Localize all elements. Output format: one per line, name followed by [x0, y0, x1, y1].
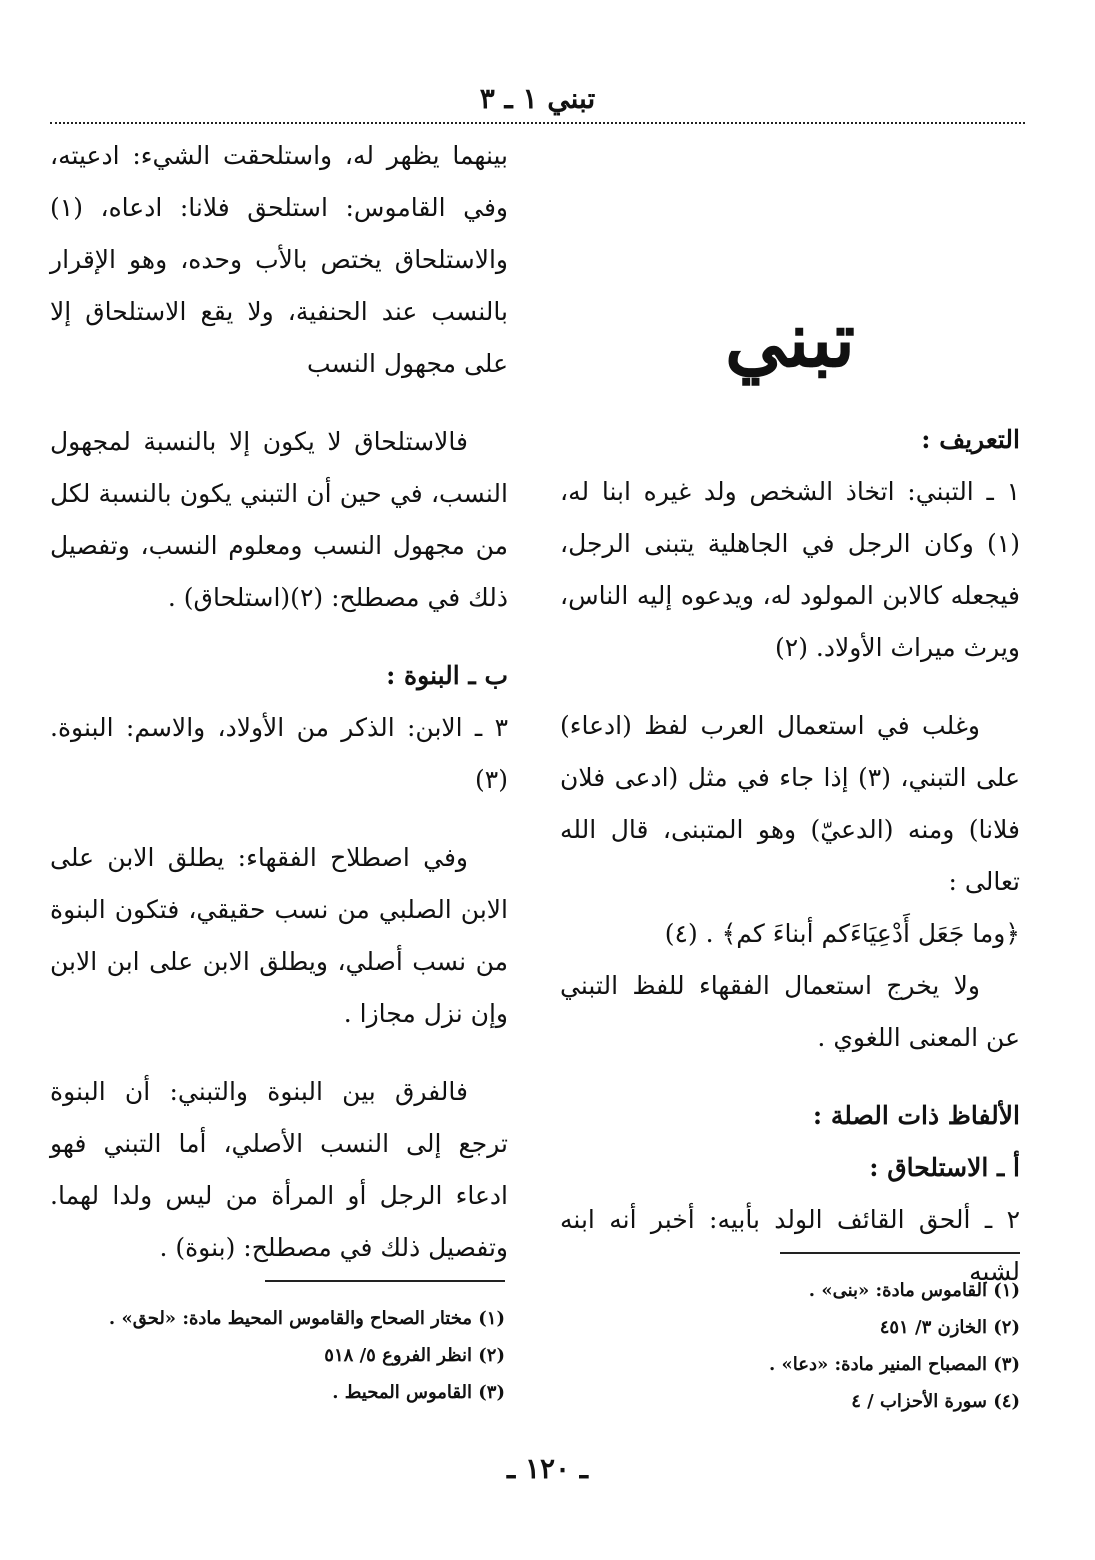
footnotes-left — [100, 1280, 505, 1411]
istilhaq-continued-paragraph: بينهما يظهر له، واستلحقت الشيء: ادعيته، وفي القاموس: استلحق فلانا: ادعاه، (١) والاستلحاق يختص بالأب وحده، وهو الإقرار بالنسب عند الحنفية، ولا يقع الاستلحاق إلا على مجهول النسب — [50, 141, 508, 378]
footnote: (٢) انظر الفروع ٥/ ٥١٨ — [324, 1345, 505, 1366]
footnote-divider — [265, 1280, 505, 1282]
related-terms-heading: الألفاظ ذات الصلة : — [812, 1101, 1020, 1130]
bunuwwa-heading: ب ـ البنوة : — [386, 661, 508, 690]
page-number: ـ ١٢٠ ـ — [506, 1452, 589, 1485]
right-column — [560, 130, 1020, 1298]
page-header — [50, 72, 1025, 124]
usage-paragraph: وغلب في استعمال العرب لفظ (ادعاء) على التبني، (٣) إذا جاء في مثل (ادعى فلان فلانا) ومنه (الدعيّ) وهو المتبنى، قال الله تعالى : — [560, 711, 1021, 896]
istilhaq-comparison-paragraph: فالاستلحاق لا يكون إلا بالنسبة لمجهول النسب، في حين أن التبني يكون بالنسبة لكل من مجهول النسب ومعلوم النسب، وتفصيل ذلك في مصطلح: (٢)(استلحاق) . — [50, 427, 508, 612]
footnote: (٣) المصباح المنير مادة: «دعا» . — [769, 1354, 1020, 1375]
footnote: (١) القاموس مادة: «بنى» . — [808, 1280, 1020, 1301]
left-column — [50, 130, 508, 1274]
istilhaq-paragraph: ٢ ـ ألحق القائف الولد بأبيه: أخبر أنه ابنه لشبه — [560, 1205, 1020, 1286]
bunuwwa-definition-paragraph: ٣ ـ الابن: الذكر من الأولاد، والاسم: البنوة. (٣) — [50, 713, 508, 794]
definition-heading: التعريف : — [921, 425, 1020, 454]
footnote-divider — [780, 1252, 1020, 1254]
footnotes-right — [760, 1252, 1020, 1420]
difference-paragraph: فالفرق بين البنوة والتبني: أن البنوة ترجع إلى النسب الأصلي، أما التبني فهو ادعاء الرجل أو المرأة من ليس ولدا لهما. وتفصيل ذلك في مصطلح: (بنوة) . — [50, 1077, 508, 1262]
quran-verse: ﴿وما جَعَل أَدْعِيَاءَكم أبناءَ كم﴾ . (٤) — [664, 919, 1020, 948]
footnote: (٢) الخازن ٣/ ٤٥١ — [879, 1317, 1020, 1338]
istilhaq-heading: أ ـ الاستلحاق : — [869, 1153, 1020, 1182]
footnote: (٣) القاموس المحيط . — [332, 1382, 505, 1403]
entry-title: تبني — [724, 295, 856, 384]
definition-paragraph: ١ ـ التبني: اتخاذ الشخص ولد غيره ابنا له، (١) وكان الرجل في الجاهلية يتبنى الرجل، فيجعله كالابن المولود له، ويدعوه إليه الناس، ويرث ميراث الأولاد. (٢) — [560, 477, 1020, 662]
bunuwwa-jurists-paragraph: وفي اصطلاح الفقهاء: يطلق الابن على الابن الصلبي من نسب حقيقي، فتكون البنوة من نسب أصلي، ويطلق الابن على ابن الابن وإن نزل مجازا . — [50, 843, 508, 1028]
running-head: تبني ١ ـ ٣ — [479, 82, 596, 115]
footnote: (٤) سورة الأحزاب / ٤ — [851, 1391, 1020, 1412]
jurists-usage-paragraph: ولا يخرج استعمال الفقهاء للفظ التبني عن المعنى اللغوي . — [560, 971, 1020, 1052]
footnote: (١) مختار الصحاح والقاموس المحيط مادة: «لحق» . — [108, 1308, 505, 1329]
